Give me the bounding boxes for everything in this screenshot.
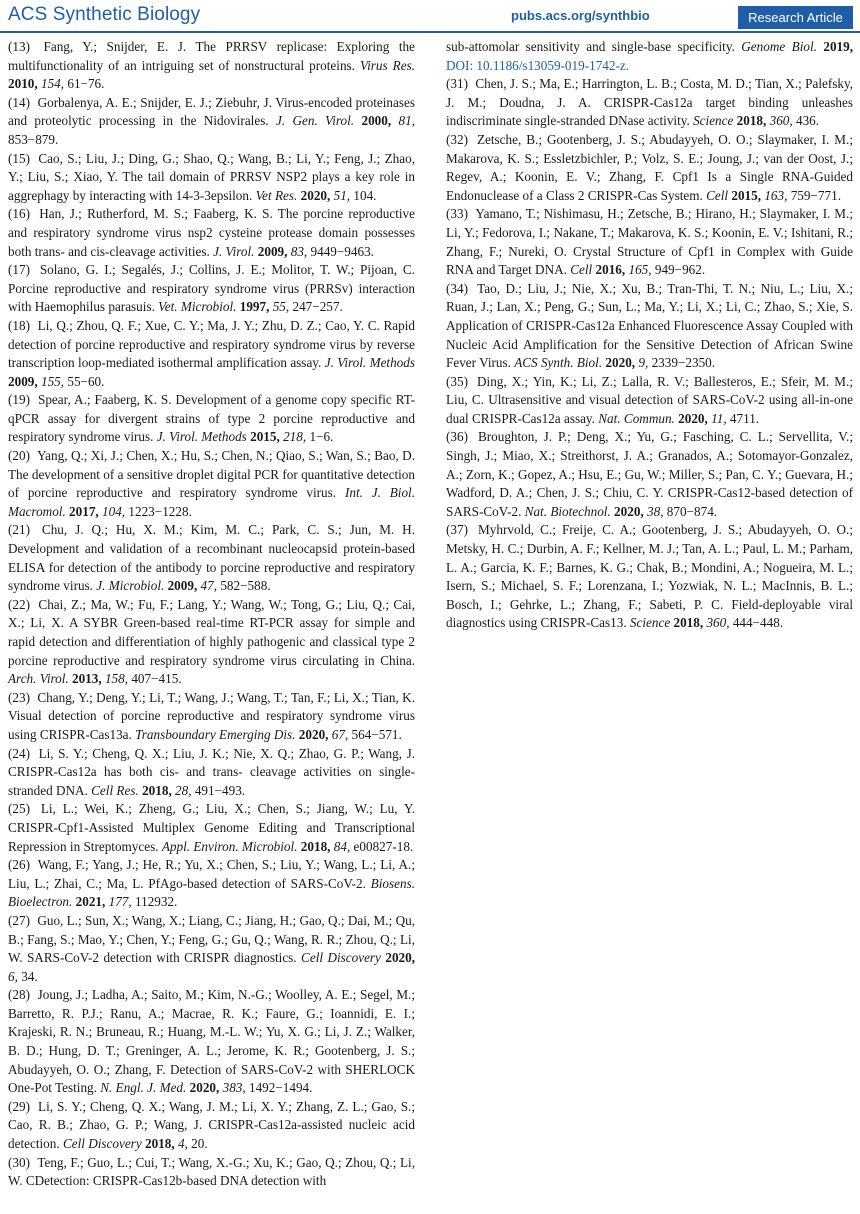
reference-number: (20) [8, 448, 30, 464]
reference-number: (19) [8, 392, 30, 408]
reference-item [8, 521, 415, 595]
reference-number: (22) [8, 596, 30, 612]
reference-journal: J. Microbiol. [96, 578, 165, 594]
reference-number: (31) [446, 76, 468, 92]
reference-item [8, 986, 415, 1098]
reference-number: (34) [446, 280, 468, 296]
reference-number: (36) [446, 429, 468, 445]
reference-text: Teng, F.; Guo, L.; Cui, T.; Wang, X.-G.; Xu, K.; Gao, Q.; Zhou, Q.; Li, W. CDetection: CRISPR-Cas12b-based DNA detection with [8, 1154, 415, 1189]
reference-item [8, 800, 415, 856]
reference-journal: Virus Res. [360, 57, 415, 73]
reference-pages: 4711. [729, 410, 760, 426]
reference-journal: Appl. Environ. Microbiol. [161, 838, 298, 854]
reference-number: (15) [8, 150, 30, 166]
reference-item [8, 317, 415, 391]
reference-text: Spear, A.; Faaberg, K. S. Development of a genome copy specific RT-qPCR assay for divergent strains of type 2 porcine reproductive and respiratory syndrome virus. [8, 392, 415, 445]
reference-year: 2009, [257, 243, 288, 259]
reference-journal: Vet Res. [255, 187, 298, 203]
reference-item [446, 521, 853, 633]
reference-volume: 383, [222, 1080, 246, 1096]
reference-item [446, 131, 853, 205]
reference-volume: 163, [764, 187, 788, 203]
reference-volume: 155, [40, 373, 65, 389]
reference-year: 2016, [595, 262, 626, 278]
reference-item [8, 261, 415, 317]
references-left-column [8, 38, 415, 1191]
reference-pages: 20. [191, 1136, 208, 1152]
reference-year: 2018, [144, 1136, 175, 1152]
reference-journal: Cell Discovery [301, 950, 381, 966]
reference-journal: J. Virol. Methods [156, 429, 247, 445]
reference-year: 2018, [736, 113, 767, 129]
reference-journal: J. Gen. Virol. [276, 113, 355, 129]
reference-journal: Cell [706, 187, 729, 203]
reference-year: 2010, [8, 76, 38, 92]
reference-volume: 218, [283, 429, 307, 445]
journal-title: ACS Synthetic Biology [8, 4, 201, 25]
reference-volume: 51, [333, 187, 351, 203]
reference-volume: 55, [272, 299, 290, 315]
reference-journal: Cell Res. [91, 782, 139, 798]
reference-text: Chen, J. S.; Ma, E.; Harrington, L. B.; Costa, M. D.; Tian, X.; Palefsky, J. M.; Doudna, J. A. CRISPR-Cas12a target binding unleashes indiscriminate single-stranded DNase activity. [446, 76, 854, 129]
reference-item [8, 745, 415, 801]
reference-text: Wang, F.; Yang, J.; He, R.; Yu, X.; Chen, S.; Liu, Y.; Wang, L.; Li, A.; Liu, L.; Zhai, C.; Ma, L. PfAgo-based detection of SARS-CoV-2. [8, 857, 415, 891]
reference-journal: J. Virol. [213, 243, 255, 259]
reference-pages: 491−493. [194, 782, 246, 798]
reference-journal: Science [629, 615, 671, 631]
reference-volume: 38, [647, 503, 664, 519]
reference-pages: 444−448. [732, 615, 784, 631]
reference-volume: 6, [8, 968, 18, 984]
reference-item [8, 447, 415, 521]
article-type-badge: Research Article [738, 6, 853, 29]
reference-journal: Genome Biol. [741, 39, 817, 54]
reference-number: (23) [8, 689, 30, 705]
reference-number: (28) [8, 987, 30, 1003]
reference-year: 2020, [678, 410, 708, 426]
reference-year: 2020, [605, 355, 636, 371]
reference-number: (26) [8, 857, 30, 873]
references-right-column [446, 38, 853, 633]
reference-item [8, 689, 415, 745]
reference-volume: 28, [175, 782, 192, 798]
reference-journal: Cell Discovery [62, 1136, 142, 1152]
reference-text: Zetsche, B.; Gootenberg, J. S.; Abudayyeh, O. O.; Slaymaker, I. M.; Makarova, K. S.; Essletzbichler, P.; Volz, S. E.; Joung, J.; van der Oost, J.; Regev, A.; Koonin, E. V.; Zhang, F. Cpf1 Is a Single RNA-Guided Endonuclease of a Class 2 CRISPR-Cas System. [446, 131, 853, 203]
reference-pages: 104. [353, 187, 377, 203]
reference-item [446, 205, 853, 279]
reference-pages: 759−771. [790, 187, 841, 203]
reference-number: (33) [446, 206, 468, 222]
reference-volume: 154, [40, 76, 65, 92]
reference-item [8, 596, 415, 689]
reference-pages: 247−257. [292, 299, 343, 315]
reference-text: Tao, D.; Liu, J.; Nie, X.; Xu, B.; Tran-Thi, T. N.; Niu, L.; Liu, X.; Ruan, J.; Lan, X.; Peng, G.; Sun, L.; Ma, Y.; Li, X.; Li, C.; Zhao, S.; Xie, S. Application of CRISPR-Cas12a Enhanced Fluorescence Assay Coupled with Nucleic Acid Amplification for the Sensitive Detection of African Swine Fever Virus. [446, 280, 854, 371]
reference-text: Chu, J. Q.; Hu, X. M.; Kim, M. C.; Park, C. S.; Jun, M. H. Development and validation of a recombinant nucleocapsid protein-based ELISA for detection of the antibody to porcine reproductive and respiratory syndrome virus. [8, 522, 415, 594]
reference-text: Guo, L.; Sun, X.; Wang, X.; Liang, C.; Jiang, H.; Gao, Q.; Dai, M.; Qu, B.; Fang, S.; Mao, Y.; Chen, Y.; Feng, G.; Gu, Q.; Wang, R. R.; Zhou, Q.; Li, W. SARS-CoV-2 detection with CRISPR diagnostics. [8, 912, 415, 966]
reference-journal: N. Engl. J. Med. [100, 1080, 187, 1096]
reference-text: Solano, G. I.; Segalés, J.; Collins, J. E.; Molitor, T. W.; Pijoan, C. Porcine reproductive and respiratory syndrome virus (PRRSv) interaction with Haemophilus parasuis. [8, 262, 416, 315]
reference-text: Li, L.; Wei, K.; Zheng, G.; Liu, X.; Chen, S.; Jiang, W.; Lu, Y. CRISPR-Cpf1-Assisted Multiplex Genome Editing and Transcriptional Repression in Streptomyces. [8, 801, 415, 854]
reference-item [8, 94, 415, 150]
reference-text: Chang, Y.; Deng, Y.; Li, T.; Wang, J.; Wang, T.; Tan, F.; Li, X.; Tian, K. Visual detection of porcine reproductive and respiratory syndrome virus using CRISPR-Cas13a. [8, 689, 415, 742]
reference-year: 2018, [673, 615, 704, 631]
reference-number: (30) [8, 1154, 30, 1170]
reference-item [8, 205, 415, 261]
reference-pages: 112932. [134, 894, 178, 910]
reference-year: 2020, [385, 950, 416, 966]
reference-item [446, 75, 853, 131]
reference-volume: 67, [331, 726, 349, 742]
reference-year: 2020, [298, 726, 329, 742]
reference-pages: 1−6. [309, 429, 334, 445]
reference-pages: 2339−2350. [651, 355, 716, 371]
reference-journal: Vet. Microbiol. [158, 299, 237, 315]
reference-volume: 360, [706, 615, 730, 631]
reference-pages: 1492−1494. [248, 1080, 313, 1096]
reference-year: 2015, [250, 429, 280, 445]
reference-number: (32) [446, 131, 468, 147]
reference-year: 2018, [142, 782, 172, 798]
reference-text: Chai, Z.; Ma, W.; Fu, F.; Lang, Y.; Wang, W.; Tong, G.; Liu, Q.; Cai, X.; Li, X. A SYBR Green-based real-time RT-PCR assay for simple and rapid detection and differentiation of highly pathogenic and classical type 2 porcine reproductive and respiratory syndrome virus circulating in China. [8, 596, 416, 668]
reference-item [8, 391, 415, 447]
reference-volume: 9, [638, 355, 649, 371]
reference-pages: 1223−1228. [128, 503, 192, 519]
reference-text: Joung, J.; Ladha, A.; Saito, M.; Kim, N.-G.; Woolley, A. E.; Segel, M.; Barretto, R. P.J.; Ranu, A.; Macrae, R. K.; Faure, G.; Ioannidi, E. I.; Krajeski, R. N.; Bruneau, R.; Huang, M.-L. W.; Yu, X. G.; Li, J. Z.; Walker, B. D.; Hung, D. T.; Greninger, A. L.; Jerome, K. R.; Gootenberg, J. S.; Abudayyeh, O. O.; Zhang, F. Detection of SARS-CoV-2 with SHERLOCK One-Pot Testing. [8, 987, 416, 1096]
reference-volume: 47, [200, 578, 218, 594]
reference-year: 2021, [75, 894, 106, 910]
reference-number: (18) [8, 317, 30, 333]
reference-journal: Biosens. Bioelectron. [8, 875, 415, 910]
reference-pages: 34. [21, 968, 38, 984]
reference-journal: Nat. Biotechnol. [524, 503, 611, 519]
reference-item [446, 428, 853, 521]
reference-number: (24) [8, 745, 30, 761]
reference-number: (21) [8, 522, 30, 538]
reference-journal: Nat. Commun. [598, 410, 675, 426]
reference-year: 2020, [300, 187, 331, 203]
reference-number: (17) [8, 262, 30, 278]
journal-site-link[interactable]: pubs.acs.org/synthbio [511, 8, 650, 23]
page-header [0, 0, 860, 34]
reference-doi[interactable]: DOI: 10.1186/s13059-019-1742-z. [446, 57, 630, 73]
reference-pages: 564−571. [351, 726, 402, 742]
reference-number: (35) [446, 373, 468, 389]
reference-volume: 81, [398, 113, 416, 129]
reference-volume: 4, [177, 1136, 188, 1152]
reference-number: (29) [8, 1098, 30, 1114]
reference-year: 2017, [69, 503, 99, 519]
reference-text: Yang, Q.; Xi, J.; Chen, X.; Hu, S.; Chen, N.; Qiao, S.; Wan, S.; Bao, D. The development of a sensitive droplet digital PCR for quantitative detection of porcine reproductive and respiratory syndrome virus. [8, 448, 416, 501]
reference-item [446, 38, 853, 75]
reference-pages: e00827-18. [353, 838, 414, 854]
reference-item [8, 38, 415, 94]
reference-year: 2020, [189, 1080, 220, 1096]
reference-text: Cao, S.; Liu, J.; Ding, G.; Shao, Q.; Wang, B.; Li, Y.; Feng, J.; Zhao, Y.; Liu, S.; Xiao, Y. The tail domain of PRRSV NSP2 plays a key role in aggrephagy by interacting with 14-3-3epsilon. [8, 150, 415, 203]
reference-volume: 83, [290, 243, 308, 259]
reference-text: Li, S. Y.; Cheng, Q. X.; Wang, J. M.; Li, X. Y.; Zhang, Z. L.; Gao, S.; Cao, R. B.; Zhao, G. P.; Wang, J. CRISPR-Cas12a-assisted nucleic acid detection. [8, 1098, 416, 1152]
reference-year: 2020, [614, 503, 644, 519]
reference-number: (25) [8, 801, 30, 817]
reference-volume: 11, [711, 410, 727, 426]
reference-item [8, 856, 415, 912]
reference-pages: 870−874. [666, 503, 718, 519]
reference-pages: 55−60. [67, 373, 105, 389]
reference-pages: 407−415. [131, 671, 182, 687]
reference-number: (16) [8, 206, 30, 222]
reference-pages: 61−76. [67, 76, 105, 92]
reference-journal: Transboundary Emerging Dis. [135, 726, 296, 742]
reference-text: Han, J.; Rutherford, M. S.; Faaberg, K. S. The porcine reproductive and respiratory syndrome virus nsp2 cysteine protease domain possesses both trans- and cis-cleavage activities. [8, 206, 415, 259]
header-rule [0, 31, 860, 33]
reference-year: 2009, [167, 578, 198, 594]
reference-text: Li, S. Y.; Cheng, Q. X.; Liu, J. K.; Nie, X. Q.; Zhao, G. P.; Wang, J. CRISPR-Cas12a has both cis- and trans- cleavage activities on single-stranded DNA. [8, 745, 416, 798]
reference-volume: 84, [333, 838, 351, 854]
reference-item [8, 1098, 415, 1154]
reference-journal: Arch. Virol. [8, 671, 69, 687]
reference-volume: 158, [104, 671, 129, 687]
reference-text: Yamano, T.; Nishimasu, H.; Zetsche, B.; Hirano, H.; Slaymaker, I. M.; Li, Y.; Fedorova, I.; Nakane, T.; Makarova, K. S.; Koonin, E. V.; Ishitani, R.; Zhang, F.; Nureki, O. Crystal Structure of Cpf1 in Complex with Guide RNA and Target DNA. [446, 206, 853, 278]
reference-journal: Cell [570, 262, 593, 278]
reference-pages: 9449−9463. [310, 243, 374, 259]
reference-item [446, 373, 853, 429]
reference-number: (37) [446, 522, 468, 538]
reference-text: Gorbalenya, A. E.; Snijder, E. J.; Ziebuhr, J. Virus-encoded proteinases and proteolytic processing in the Nidovirales. [8, 94, 415, 129]
reference-year: 2000, [361, 113, 392, 129]
reference-journal: Int. J. Biol. Macromol. [8, 485, 416, 519]
reference-number: (14) [8, 94, 30, 110]
reference-year: 2019, [823, 39, 854, 54]
reference-volume: 104, [102, 503, 126, 519]
reference-year: 1997, [239, 299, 270, 315]
reference-text: Broughton, J. P.; Deng, X.; Yu, G.; Fasching, C. L.; Servellita, V.; Singh, J.; Miao, X.; Streithorst, J. A.; Granados, A.; Sotomayor-Gonzalez, A.; Zorn, K.; Gopez, A.; Hsu, E.; Gu, W.; Miller, S.; Pan, C. Y.; Guevara, H.; Wadford, D. A.; Chen, J. S.; Chiu, C. Y. CRISPR-Cas12-based detection of SARS-CoV-2. [446, 429, 853, 519]
reference-number: (27) [8, 912, 30, 928]
reference-text: Ding, X.; Yin, K.; Li, Z.; Lalla, R. V.; Ballesteros, E.; Sfeir, M. M.; Liu, C. Ultrasensitive and visual detection of SARS-CoV-2 using all-in-one dual CRISPR-Cas12a assay. [446, 373, 853, 426]
reference-journal: J. Virol. Methods [324, 355, 416, 371]
reference-pages: 436. [795, 113, 820, 129]
reference-volume: 177, [108, 894, 132, 910]
reference-pages: 853−879. [8, 131, 59, 147]
reference-year: 2009, [8, 373, 38, 389]
reference-item [8, 912, 415, 986]
reference-journal: ACS Synth. Biol. [514, 355, 603, 371]
reference-year: 2013, [71, 671, 102, 687]
reference-text: Myhrvold, C.; Freije, C. A.; Gootenberg, J. S.; Abudayyeh, O. O.; Metsky, H. C.; Durbin, A. F.; Kellner, M. J.; Tan, A. L.; Paul, L. M.; Parham, L. A.; Garcia, K. F.; Barnes, K. G.; Chak, B.; Mondini, A.; Nogueira, M. L.; Isern, S.; Michael, S. F.; Lorenzana, I.; Yozwiak, N. L.; MacInnis, B. L.; Bosch, I.; Gehrke, L.; Zhang, F.; Sabeti, P. C. Field-deployable viral diagnostics using CRISPR-Cas13. [446, 522, 853, 631]
reference-volume: 360, [769, 113, 793, 129]
reference-journal: Science [693, 113, 734, 129]
reference-item [8, 150, 415, 206]
reference-text: Li, Q.; Zhou, Q. F.; Xue, C. Y.; Ma, J. Y.; Zhu, D. Z.; Cao, Y. C. Rapid detection of porcine reproductive and respiratory syndrome virus by reverse transcription loop-mediated isothermal amplification assay. [8, 317, 415, 371]
reference-item [8, 1154, 415, 1191]
reference-text: sub-attomolar sensitivity and single-base specificity. [446, 39, 735, 54]
reference-year: 2018, [300, 838, 331, 854]
reference-pages: 949−962. [654, 262, 706, 278]
reference-volume: 165, [628, 262, 652, 278]
reference-year: 2015, [731, 187, 762, 203]
reference-pages: 582−588. [220, 578, 271, 594]
reference-item [446, 280, 853, 373]
reference-text: Fang, Y.; Snijder, E. J. The PRRSV replicase: Exploring the multifunctionality of an intriguing set of nonstructural proteins. [8, 39, 416, 73]
reference-number: (13) [8, 39, 30, 54]
